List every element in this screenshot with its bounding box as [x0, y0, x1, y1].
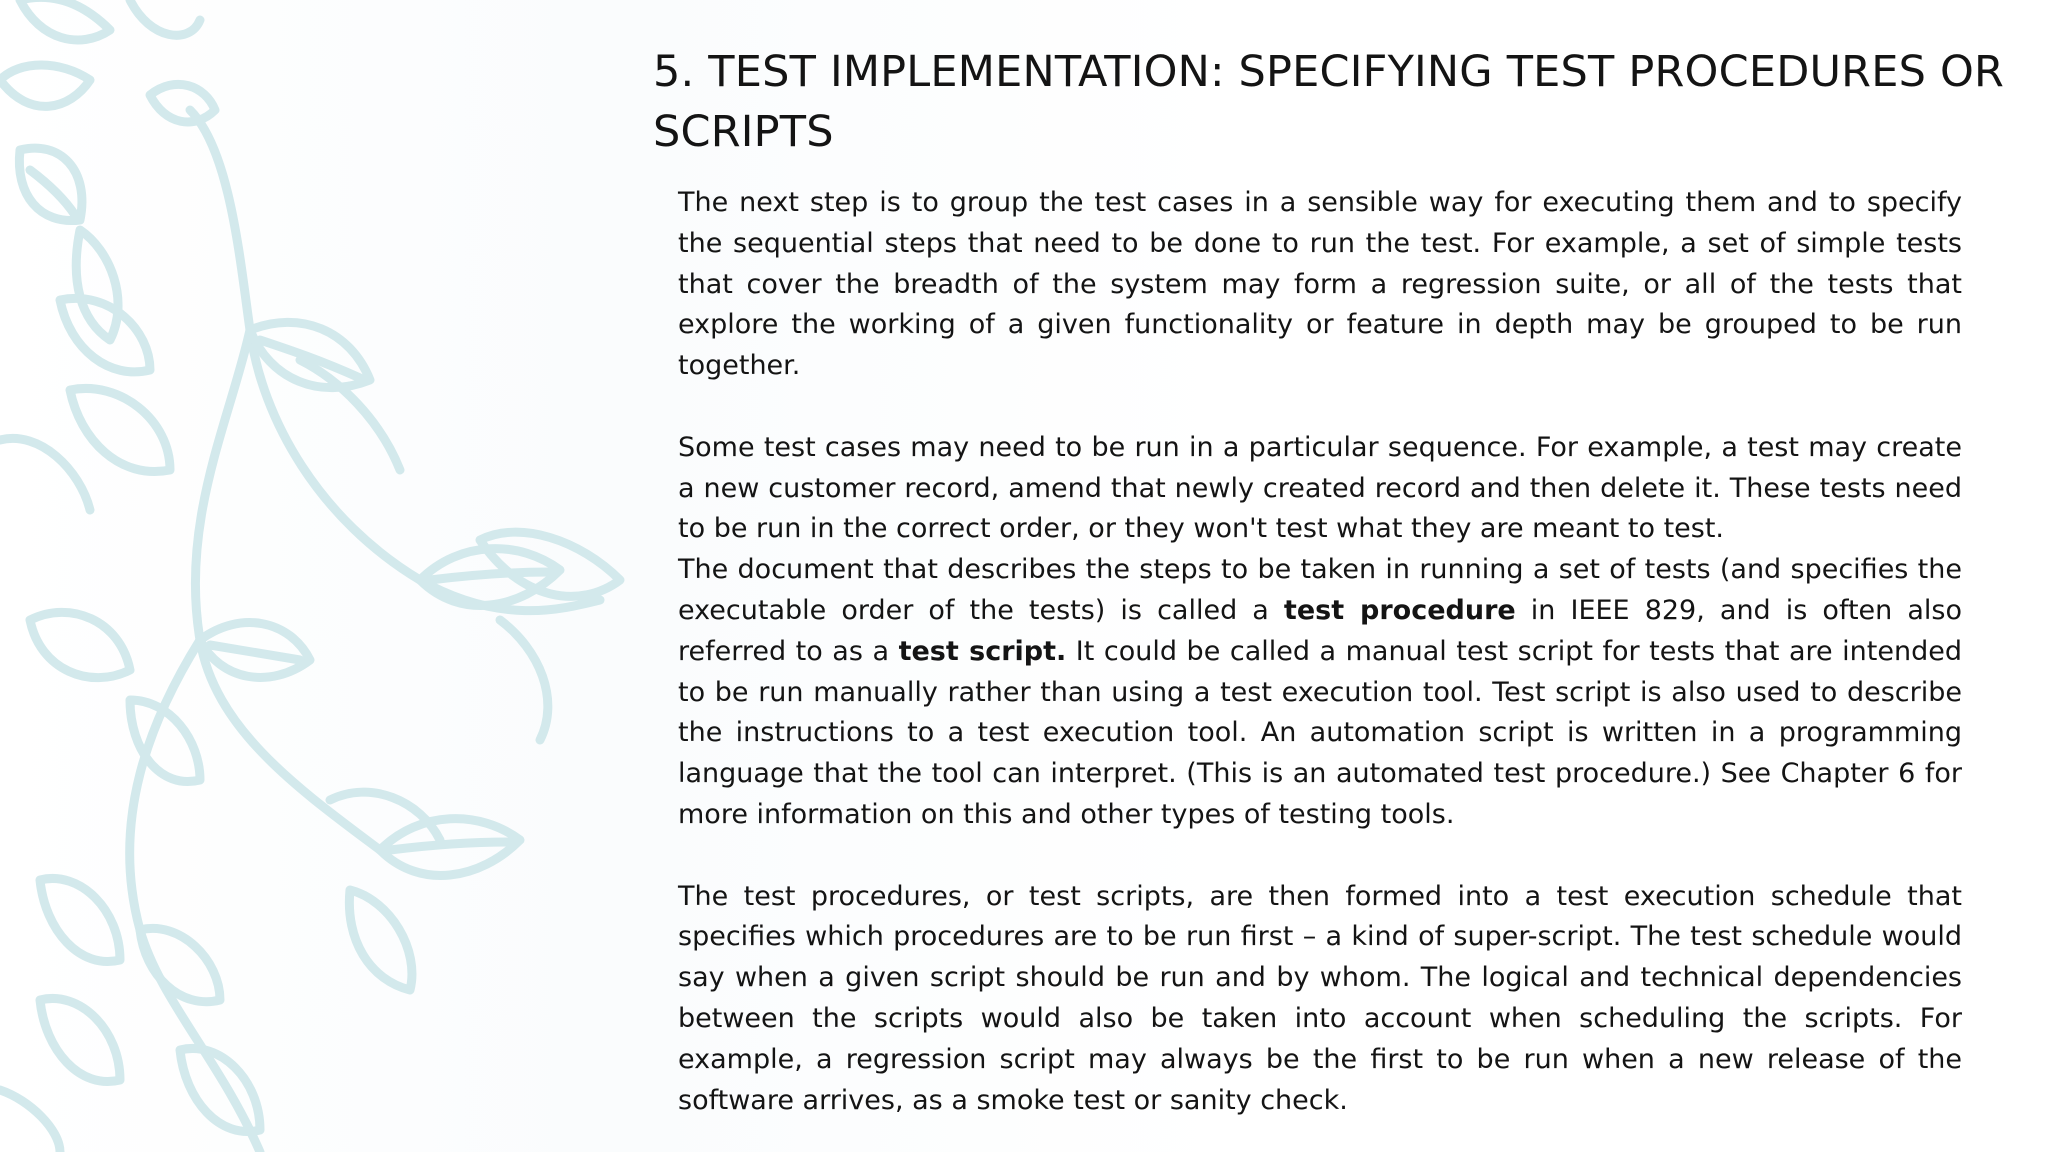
- paragraph-4: The test procedures, or test scripts, are then formed into a test execution schedule that specifies which procedures are to be run first – a kind of super-script. The test schedule would say when a given script should be run and by whom. The logical and technical dependencies between the scripts would also be taken into account when scheduling the scripts. For example, a regression script may always be the first to be run when a new release of the software arrives, as a smoke test or sanity check.: [678, 880, 1962, 1116]
- page-title: 5. TEST IMPLEMENTATION: SPECIFYING TEST PROCEDURES OR SCRIPTS: [653, 47, 2005, 157]
- paragraph-3-part-2: in IEEE 829, and is often also referred to as a: [678, 594, 1962, 667]
- term-test-procedure: test procedure: [1283, 594, 1516, 626]
- paragraph-3-part-3: It could be called a manual test script for tests that are intended to be run manually rather than using a test execution tool. Test script is also used to describe the instructions to a test execution tool. An automation script is written in a programming language that the tool can interpret. (This is an automated test procedure.) See Chapter 6 for more information on this and other types of testing tools.: [678, 635, 1962, 830]
- paragraph-2: Some test cases may need to be run in a particular sequence. For example, a test may create a new customer record, amend that newly created record and then delete it. These tests need to be run in the correct order, or they won't test what they are meant to test.: [678, 431, 1962, 545]
- paragraph-1: The next step is to group the test cases in a sensible way for executing them and to specify the sequential steps that need to be done to run the test. For example, a set of simple tests that cover the breadth of the system may form a regression suite, or all of the tests that explore the working of a given functionality or feature in depth may be grouped to be run together.: [678, 187, 1962, 382]
- body-text: [678, 183, 1962, 1121]
- floral-vine-decoration: [0, 0, 650, 1152]
- paragraph-3: [678, 550, 1962, 836]
- paragraph-3-part-1: The document that describes the steps to be taken in running a set of tests (and specifies the executable order of the tests) is called a: [678, 554, 1962, 626]
- term-test-script: test script.: [898, 635, 1067, 667]
